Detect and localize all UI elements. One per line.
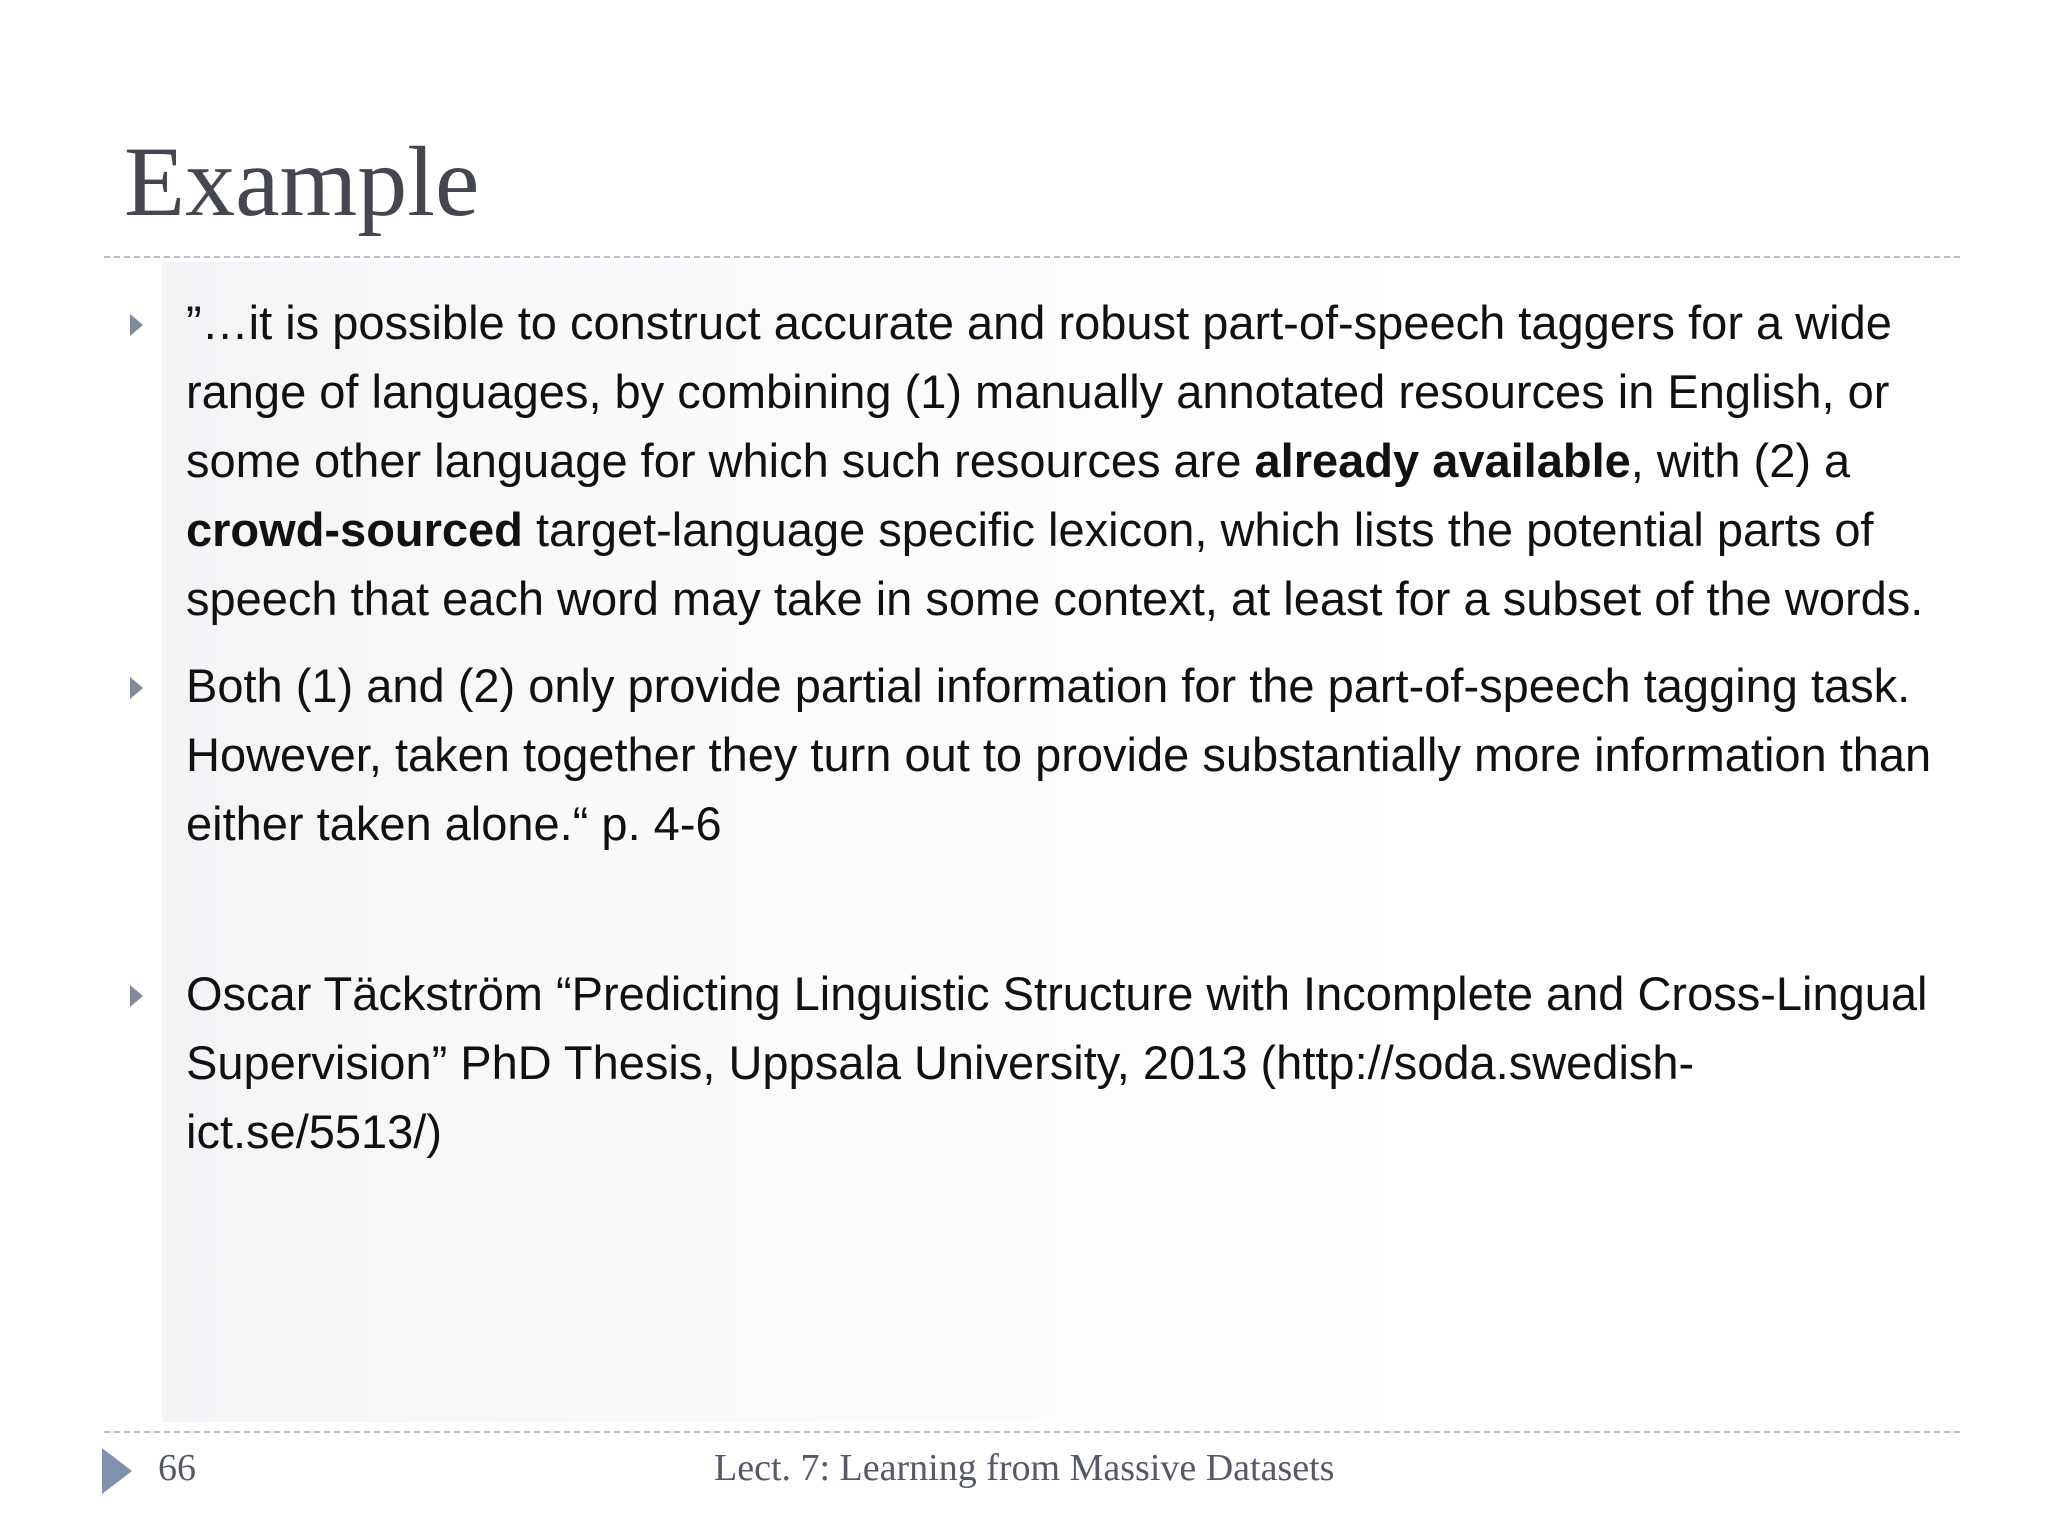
citation-text: Oscar Täckström “Predicting Linguistic Structure with Incomplete and Cross-Lingual Supervision” PhD Thesis, Uppsala University, 2013 (http://soda.swedish-ict.se/5513/) [186, 967, 1928, 1158]
slide-title: Example [124, 126, 480, 237]
bullet-triangle-icon [130, 677, 143, 699]
footer-divider [104, 1431, 1960, 1433]
bullet-text: Both (1) and (2) only provide partial information for the part-of-speech tagging task. However, taken together they turn out to provide substantially more information than either taken alone.“ p. 4-6 [186, 659, 1932, 850]
quote-bold-crowd-sourced: crowd-sourced [186, 503, 523, 556]
quote-bold-already-available: already available [1254, 434, 1631, 487]
footer-lecture-title: Lect. 7: Learning from Massive Datasets [714, 1447, 1335, 1489]
quote-text-part: target-language specific lexicon, which lists the potential parts of speech that each word may take in some context, at least for a subset of the words. [186, 503, 1924, 625]
quote-text-part: , with (2) a [1630, 434, 1851, 487]
bullet-list [124, 288, 1944, 1166]
bullet-item-citation [124, 959, 1944, 1166]
bullet-triangle-icon [130, 985, 143, 1007]
page-number: 66 [158, 1447, 196, 1489]
bullet-triangle-icon [130, 314, 143, 336]
footer-arrow-icon [102, 1448, 132, 1494]
quote-text-part: ”…it is possible to construct accurate and robust part-of-speech taggers for a wide range of languages, by combining (1) manually annotated resources in English, or some other language for which such resources are [186, 296, 1892, 487]
title-divider [104, 256, 1960, 258]
bullet-item-partial-information [124, 651, 1944, 858]
bullet-item-quote [124, 288, 1944, 633]
